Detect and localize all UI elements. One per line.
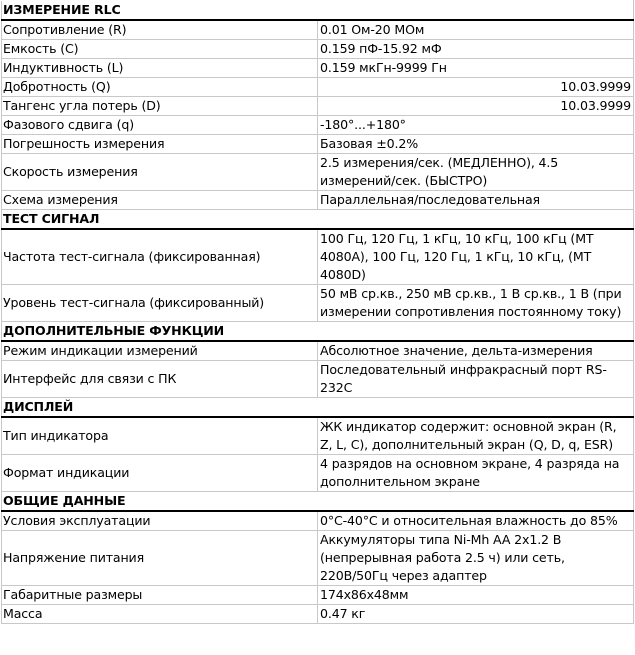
- row-key: Масса: [2, 605, 318, 624]
- section-title: ТЕСТ СИГНАЛ: [2, 210, 634, 230]
- row-value: 0.47 кг: [318, 605, 634, 624]
- table-row: [2, 586, 634, 605]
- row-value: 2.5 измерения/сек. (МЕДЛЕННО), 4.5 измерений/сек. (БЫСТРО): [318, 154, 634, 191]
- table-row: [2, 59, 634, 78]
- row-key: Уровень тест-сигнала (фиксированный): [2, 285, 318, 322]
- row-key: Фазового сдвига (q): [2, 116, 318, 135]
- row-key: Схема измерения: [2, 191, 318, 210]
- row-value: Параллельная/последовательная: [318, 191, 634, 210]
- table-row: [2, 135, 634, 154]
- section-header: [2, 322, 634, 342]
- section-title: ОБЩИЕ ДАННЫЕ: [2, 492, 634, 512]
- table-row: [2, 154, 634, 191]
- row-value: 4 разрядов на основном экране, 4 разряда на дополнительном экране: [318, 455, 634, 492]
- row-value: -180°...+180°: [318, 116, 634, 135]
- table-row: [2, 20, 634, 40]
- row-key: Напряжение питания: [2, 531, 318, 586]
- table-row: [2, 417, 634, 455]
- row-value: 100 Гц, 120 Гц, 1 кГц, 10 кГц, 100 кГц (МТ 4080A), 100 Гц, 120 Гц, 1 кГц, 10 кГц, (МТ 4080D): [318, 229, 634, 285]
- section-header: [2, 398, 634, 418]
- row-value: 10.03.9999: [318, 78, 634, 97]
- table-row: [2, 78, 634, 97]
- row-value: 0.159 пФ-15.92 мФ: [318, 40, 634, 59]
- row-value: 0.01 Ом-20 МОм: [318, 20, 634, 40]
- row-key: Частота тест-сигнала (фиксированная): [2, 229, 318, 285]
- row-key: Скорость измерения: [2, 154, 318, 191]
- row-key: Интерфейс для связи с ПК: [2, 361, 318, 398]
- table-row: [2, 285, 634, 322]
- specs-table: [1, 0, 634, 624]
- table-row: [2, 97, 634, 116]
- row-key: Режим индикации измерений: [2, 341, 318, 361]
- table-row: [2, 511, 634, 531]
- row-key: Тангенс угла потерь (D): [2, 97, 318, 116]
- row-key: Индуктивность (L): [2, 59, 318, 78]
- table-row: [2, 116, 634, 135]
- table-row: [2, 229, 634, 285]
- row-key: Емкость (С): [2, 40, 318, 59]
- row-key: Формат индикации: [2, 455, 318, 492]
- row-key: Габаритные размеры: [2, 586, 318, 605]
- row-key: Добротность (Q): [2, 78, 318, 97]
- row-value: ЖК индикатор содержит: основной экран (R, Z, L, C), дополнительный экран (Q, D, q, ESR): [318, 417, 634, 455]
- section-header: [2, 210, 634, 230]
- table-row: [2, 361, 634, 398]
- table-row: [2, 605, 634, 624]
- row-value: 174x86x48мм: [318, 586, 634, 605]
- table-row: [2, 531, 634, 586]
- row-value: 0°C-40°C и относительная влажность до 85%: [318, 511, 634, 531]
- table-row: [2, 191, 634, 210]
- row-value: 50 мВ ср.кв., 250 мВ ср.кв., 1 В ср.кв., 1 В (при измерении сопротивления постоянному току): [318, 285, 634, 322]
- row-key: Условия эксплуатации: [2, 511, 318, 531]
- row-key: Тип индикатора: [2, 417, 318, 455]
- table-row: [2, 40, 634, 59]
- row-key: Погрешность измерения: [2, 135, 318, 154]
- row-value: Базовая ±0.2%: [318, 135, 634, 154]
- row-value: Аккумуляторы типа Ni-Mh AA 2x1.2 В (непрерывная работа 2.5 ч) или сеть, 220В/50Гц через адаптер: [318, 531, 634, 586]
- section-title: ДОПОЛНИТЕЛЬНЫЕ ФУНКЦИИ: [2, 322, 634, 342]
- table-row: [2, 341, 634, 361]
- row-value: Абсолютное значение, дельта-измерения: [318, 341, 634, 361]
- row-value: Последовательный инфракрасный порт RS-232C: [318, 361, 634, 398]
- row-key: Сопротивление (R): [2, 20, 318, 40]
- row-value: 0.159 мкГн-9999 Гн: [318, 59, 634, 78]
- section-title: ИЗМЕРЕНИЕ RLC: [2, 1, 634, 21]
- section-header: [2, 492, 634, 512]
- section-header: [2, 1, 634, 21]
- section-title: ДИСПЛЕЙ: [2, 398, 634, 418]
- row-value: 10.03.9999: [318, 97, 634, 116]
- table-row: [2, 455, 634, 492]
